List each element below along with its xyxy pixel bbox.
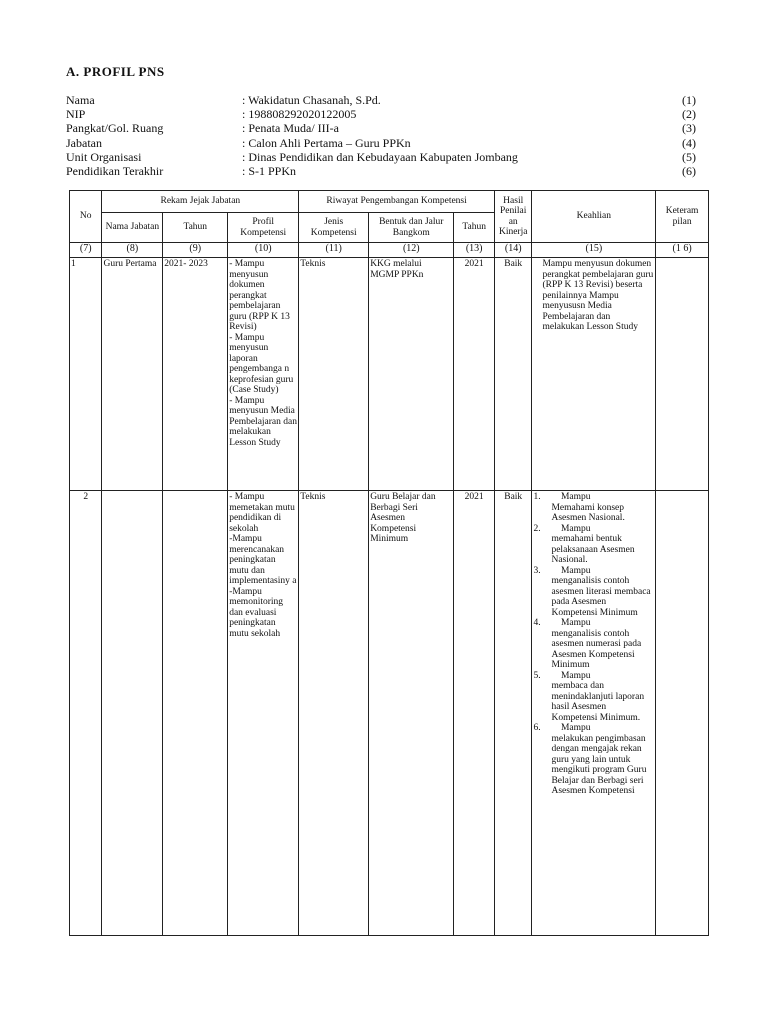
section-title: A. PROFIL PNS (66, 64, 165, 79)
profile-value: : S-1 PPKn (242, 163, 297, 178)
profile-row (66, 121, 696, 135)
profile-row (66, 107, 696, 121)
profile-label: Pendidikan Terakhir (66, 163, 164, 178)
table-row (70, 491, 709, 936)
profil-item: -Mampu merencanakan peningkatan mutu dan implementasiny a (229, 534, 297, 586)
profile-row (66, 150, 696, 164)
profil-item: - Mampu menyusun laporan pengembanga n keprofesian guru (Case Study) (229, 332, 294, 395)
header-no: No (70, 191, 102, 243)
row-nama-jabatan (102, 491, 163, 936)
header-keahlian: Keahlian (532, 191, 656, 243)
profile-number: (6) (682, 163, 696, 178)
row-keahlian: Mampu menyusun dokumen perangkat pembelajaran guru (RPP K 13 Revisi) beserta penilainnya Mampu menyususn Media Pembelajaran dan melakukan Lesson Study (532, 258, 656, 491)
row-tahun: 2021- 2023 (163, 258, 228, 491)
keahlian-item: 1. Mampu Memahami konsep Asesmen Nasional. (533, 492, 625, 523)
profile-number: (2) (682, 107, 696, 122)
profile-row (66, 93, 696, 107)
profile-value: : Wakidatun Chasanah, S.Pd. (242, 93, 381, 107)
profile-label: Nama (66, 93, 95, 107)
header-bentuk: Bentuk dan Jalur Bangkom (369, 213, 454, 243)
row-tahun (163, 491, 228, 936)
header-nama-jabatan: Nama Jabatan (102, 213, 163, 243)
profile-number: (4) (682, 135, 696, 150)
header-profil: Profil Kompetensi (228, 213, 299, 243)
profil-item: - Mampu menyusun Media Pembelajaran dan melakukan Lesson Study (229, 395, 297, 448)
competency-table (69, 190, 709, 936)
column-number: (12) (369, 243, 454, 258)
profile-label: NIP (66, 107, 86, 122)
profile-value: : Dinas Pendidikan dan Kebudayaan Kabupaten Jombang (242, 149, 518, 164)
row-bentuk: KKG melalui MGMP PPKn (369, 258, 454, 491)
column-number: (8) (102, 243, 163, 258)
profile-row (66, 136, 696, 150)
profil-item: -Mampu memonitoring dan evaluasi peningkatan mutu sekolah (229, 586, 284, 639)
profile-label: Pangkat/Gol. Ruang (66, 121, 164, 136)
profile-value: : 198808292020122005 (242, 107, 357, 122)
column-number: (14) (494, 243, 532, 258)
header-tahun-2: Tahun (454, 213, 495, 243)
header-jenis: Jenis Kompetensi (299, 213, 369, 243)
column-number: (10) (228, 243, 299, 258)
profile-value: : Penata Muda/ III-a (242, 121, 339, 136)
row-keterangan (656, 258, 709, 491)
row-hasil: Baik (494, 491, 532, 936)
keahlian-item: 2. Mampu memahami bentuk pelaksanaan Asesmen Nasional. (533, 523, 635, 565)
column-number: (7) (70, 243, 102, 258)
column-number: (15) (532, 243, 656, 258)
profile-label: Jabatan (66, 135, 102, 150)
row-bentuk: Guru Belajar dan Berbagi Seri Asesmen Kompetensi Minimum (369, 491, 454, 936)
row-nama-jabatan: Guru Pertama (102, 258, 163, 491)
keahlian-item: 5. Mampu membaca dan menindaklanjuti laporan hasil Asesmen Kompetensi Minimum. (533, 670, 645, 723)
row-keahlian-list (532, 491, 656, 936)
row-no: 2 (70, 491, 102, 936)
row-no: 1 (70, 258, 102, 491)
column-number: (9) (163, 243, 228, 258)
row-profil (228, 491, 299, 936)
row-jenis: Teknis (299, 258, 369, 491)
column-number: (1 6) (656, 243, 709, 258)
profile-label: Unit Organisasi (66, 149, 142, 164)
header-keterangan: Keteram pilan (656, 191, 709, 243)
row-jenis: Teknis (299, 491, 369, 936)
column-number: (11) (299, 243, 369, 258)
keahlian-item: 6. Mampu melakukan pengimbasan dengan mengajak rekan guru yang lain untuk mengikuti program Guru Belajar dan Berbagi seri Asesmen Kompetensi (533, 723, 647, 796)
profile-value: : Calon Ahli Pertama – Guru PPKn (242, 135, 411, 150)
profile-block (66, 93, 696, 178)
profile-number: (5) (682, 149, 696, 164)
header-rekam-jejak: Rekam Jejak Jabatan (102, 191, 299, 213)
row-hasil: Baik (494, 258, 532, 491)
profil-item: - Mampu memetakan mutu pendidikan di sekolah (229, 492, 295, 534)
keahlian-item: 4. Mampu menganalisis contoh asesmen numerasi pada Asesmen Kompetensi Minimum (533, 618, 642, 670)
row-keterangan (656, 491, 709, 936)
header-tahun: Tahun (163, 213, 228, 243)
header-riwayat: Riwayat Pengembangan Kompetensi (299, 191, 495, 213)
row-profil (228, 258, 299, 491)
header-hasil: Hasil Penilai an Kinerja (494, 191, 532, 243)
profile-number: (3) (682, 121, 696, 136)
row-tahun-2: 2021 (454, 491, 495, 936)
table-row (70, 258, 709, 491)
row-tahun-2: 2021 (454, 258, 495, 491)
column-number: (13) (454, 243, 495, 258)
column-number-row (70, 243, 709, 258)
keahlian-item: 3. Mampu menganalisis contoh asesmen literasi membaca pada Asesmen Kompetensi Minimum (533, 565, 651, 618)
profile-row (66, 164, 696, 178)
profile-number: (1) (682, 93, 696, 107)
profil-item: - Mampu menyusun dokumen perangkat pembelajaran guru (RPP K 13 Revisi) (229, 259, 290, 332)
